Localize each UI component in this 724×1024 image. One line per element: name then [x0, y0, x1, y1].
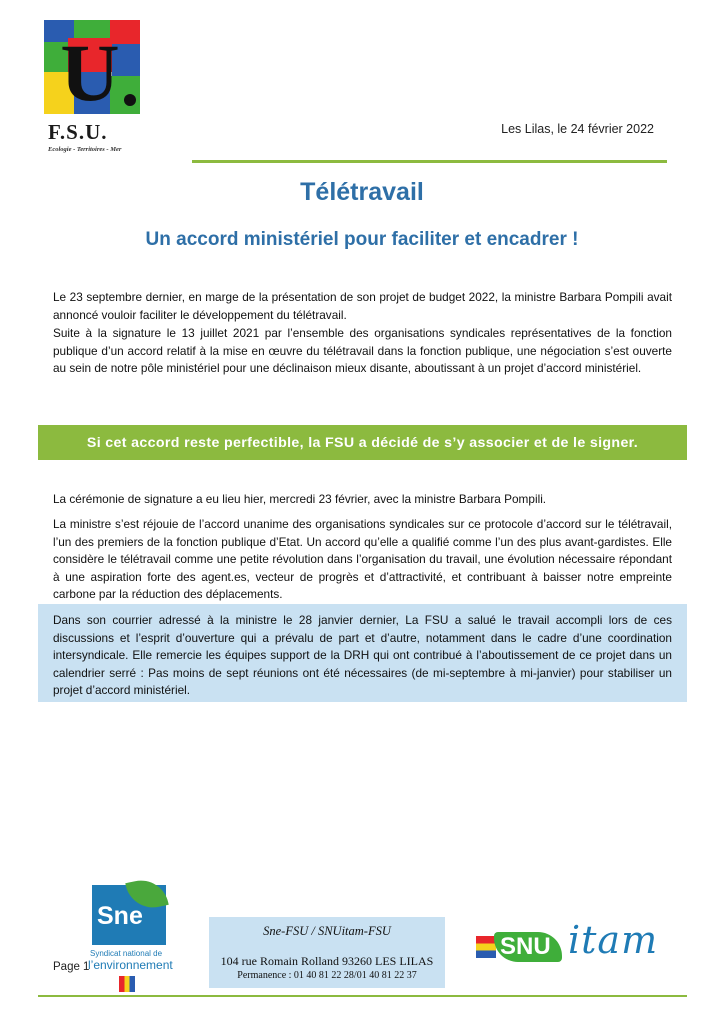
fsu-mini-icon	[476, 936, 496, 958]
page-number: Page 1	[53, 961, 90, 973]
itam-logo-text: itam	[568, 918, 659, 962]
paragraph-letter: Dans son courrier adressé à la ministre le 28 janvier dernier, La FSU a salué le travail accompli lors de ces discussions et l’esprit d’ouverture qui a prévalu de part et d’autre, notamment dans le cadre d’une coordination intersyndicale. Elle remercie les équipes support de la DRH qui ont contribué à l’aboutissement de ce projet dans un calendrier serré : Pas moins de sept réunions ont été nécessaires (de mi-septembre à mi-janvier) pour stabiliser un projet d’accord ministériel.	[53, 613, 672, 697]
footer-divider	[38, 995, 687, 997]
header-divider	[192, 160, 667, 163]
paragraph-intro: Le 23 septembre dernier, en marge de la présentation de son projet de budget 2022, la ministre Barbara Pompili avait annoncé vouloir faciliter le développement du télétravail.	[53, 290, 672, 322]
document-subtitle: Un accord ministériel pour faciliter et encadrer !	[145, 229, 579, 250]
sne-caption-line1: Syndicat national de	[90, 949, 163, 958]
highlight-banner: Si cet accord reste perfectible, la FSU a décidé de s’y associer et de le signer.	[38, 425, 687, 460]
address-box	[209, 917, 445, 988]
address-phone: Permanence : 01 40 81 22 28/01 40 81 22 37	[237, 970, 417, 981]
address-street: 104 rue Romain Rolland 93260 LES LILAS	[220, 954, 434, 968]
snu-logo-text: SNU	[500, 933, 551, 960]
sne-logo	[88, 885, 174, 993]
sne-logo-text: Sne	[97, 902, 143, 930]
date-line: Les Lilas, le 24 février 2022	[501, 122, 654, 136]
snuitam-logo	[476, 918, 666, 974]
fsu-letters: F.S.U.	[48, 120, 108, 144]
fsu-tagline: Ecologie - Territoires - Mer	[48, 146, 122, 153]
sne-caption-line2: l’environnement	[88, 958, 173, 972]
paragraph-ceremony: La cérémonie de signature a eu lieu hier, mercredi 23 février, avec la ministre Barbara Pompili.	[53, 492, 547, 506]
fsu-mini-icon	[119, 976, 135, 992]
document-title: Télétravail	[300, 178, 424, 206]
fsu-logo	[44, 20, 144, 158]
fsu-mosaic-logo	[44, 20, 140, 114]
address-unions: Sne-FSU / SNUitam-FSU	[263, 924, 391, 938]
svg-text:U: U	[60, 27, 120, 114]
paragraph-minister: La ministre s’est réjouie de l’accord unanime des organisations syndicales sur ce protocole d’accord sur le télétravail, l’un des premiers de la fonction publique d’Etat. Un accord qu’elle a qualifié comme l’un des plus avant-gardistes. Elle considère le télétravail comme une petite révolution dans l’organisation du travail, une évolution nécessaire répondant à une aspiration forte des agent.es, vecteur de progrès et d’attractivité, et contribuant à baisser notre empreinte carbone par la réduction des déplacements.	[53, 517, 672, 601]
paragraph-context: Suite à la signature le 13 juillet 2021 par l’ensemble des organisations syndicales représentatives de la fonction publique d’un accord relatif à la mise en œuvre du télétravail dans la fonction publique, une négociation s’est ouverte au sein de notre pôle ministériel pour une déclinaison mieux disante, aboutissant à un projet d’accord ministériel.	[53, 326, 672, 375]
